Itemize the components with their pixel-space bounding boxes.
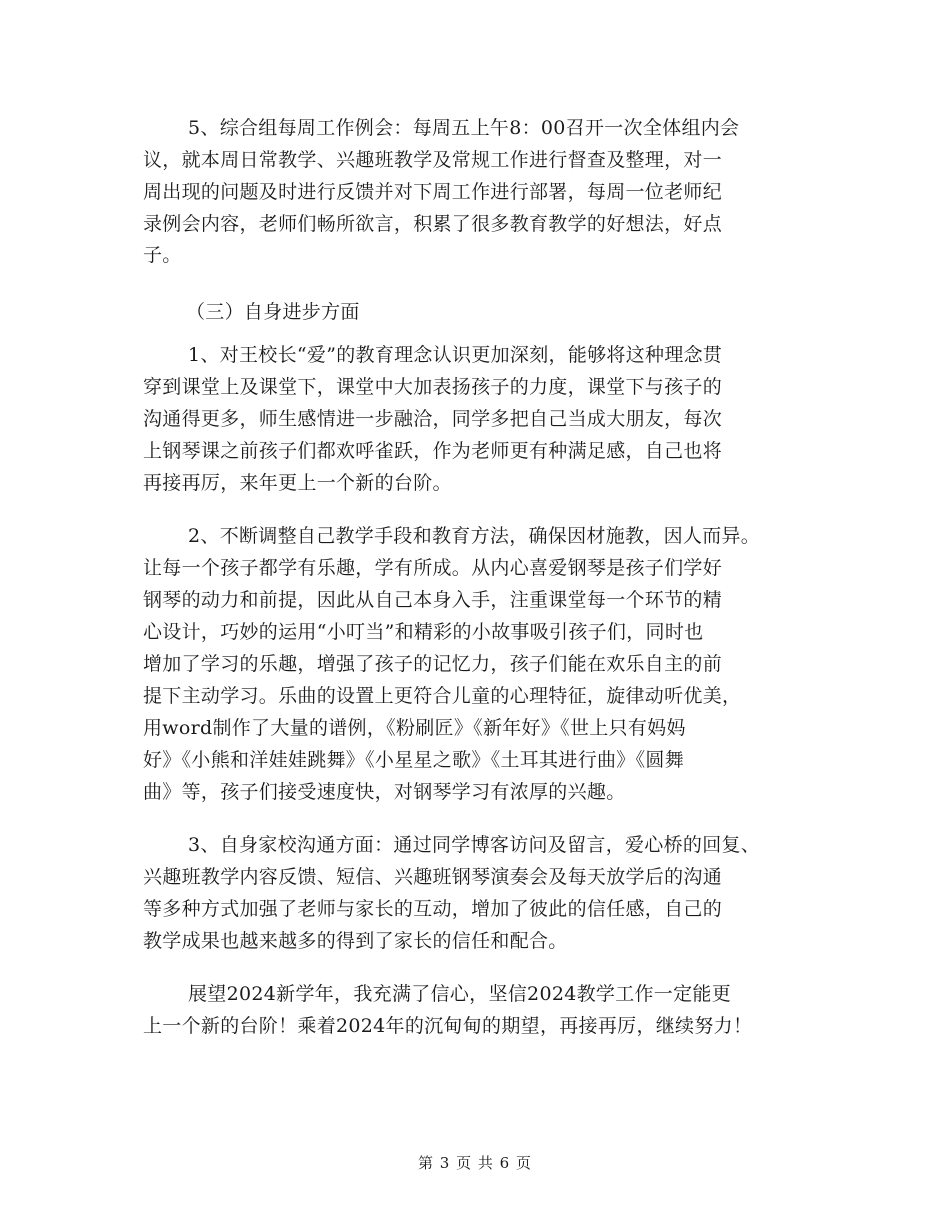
text-line: 兴趣班教学内容反馈、短信、兴趣班钢琴演奏会及每天放学后的沟通 [143, 866, 723, 888]
text-line: 用word制作了大量的谱例，《粉刷匠》《新年好》《世上只有妈妈 [143, 717, 686, 739]
text-line: 沟通得更多，师生感情进一步融洽，同学多把自己当成大朋友，每次 [143, 408, 723, 430]
page-number-footer: 第 3 页 共 6 页 [418, 1154, 532, 1172]
text-line: 好》《小熊和洋娃娃跳舞》《小星星之歌》《土耳其进行曲》《圆舞 [143, 749, 685, 771]
text-line: 等多种方式加强了老师与家长的互动，增加了彼此的信任感，自己的 [143, 898, 723, 920]
text-line: 1、对王校长“爱”的教育理念认识更加深刻，能够将这种理念贯 [188, 344, 723, 366]
section-heading: （三）自身进步方面 [186, 301, 360, 323]
text-line: 让每一个孩子都学有乐趣，学有所成。从内心喜爱钢琴是孩子们学好 [143, 557, 723, 579]
text-line: 上钢琴课之前孩子们都欢呼雀跃，作为老师更有种满足感，自己也将 [143, 440, 723, 462]
text-line: 5、综合组每周工作例会：每周五上午8：00召开一次全体组内会 [188, 117, 740, 139]
text-line: 教学成果也越来越多的得到了家长的信任和配合。 [143, 930, 568, 952]
text-line: 曲》等，孩子们接受速度快，对钢琴学习有浓厚的兴趣。 [143, 781, 626, 803]
text-line: 再接再厉，来年更上一个新的台阶。 [143, 472, 452, 494]
text-line: 心设计，巧妙的运用“小叮当”和精彩的小故事吸引孩子们，同时也 [143, 621, 704, 643]
text-line: 周出现的问题及时进行反馈并对下周工作进行部署，每周一位老师纪 [143, 181, 723, 203]
text-line: 录例会内容，老师们畅所欲言，积累了很多教育教学的好想法，好点 [143, 213, 723, 235]
text-line: 3、自身家校沟通方面：通过同学博客访问及留言，爱心桥的回复、 [188, 834, 761, 856]
text-line: 议，就本周日常教学、兴趣班教学及常规工作进行督查及整理，对一 [143, 149, 723, 171]
text-line: 上一个新的台阶！乘着2024年的沉甸甸的期望，再接再厉，继续努力！ [143, 1015, 753, 1037]
text-line: 2、不断调整自己教学手段和教育方法，确保因材施教，因人而异。 [188, 525, 761, 547]
text-line: 提下主动学习。乐曲的设置上更符合儿童的心理特征，旋律动听优美， [143, 685, 742, 707]
text-line: 展望2024新学年，我充满了信心，坚信2024教学工作一定能更 [188, 983, 732, 1005]
text-line: 穿到课堂上及课堂下，课堂中大加表扬孩子的力度，课堂下与孩子的 [143, 376, 723, 398]
text-line: 增加了学习的乐趣，增强了孩子的记忆力，孩子们能在欢乐自主的前 [143, 653, 723, 675]
text-line: 钢琴的动力和前提，因此从自己本身入手，注重课堂每一个环节的精 [143, 589, 723, 611]
text-line: 子。 [143, 244, 182, 266]
